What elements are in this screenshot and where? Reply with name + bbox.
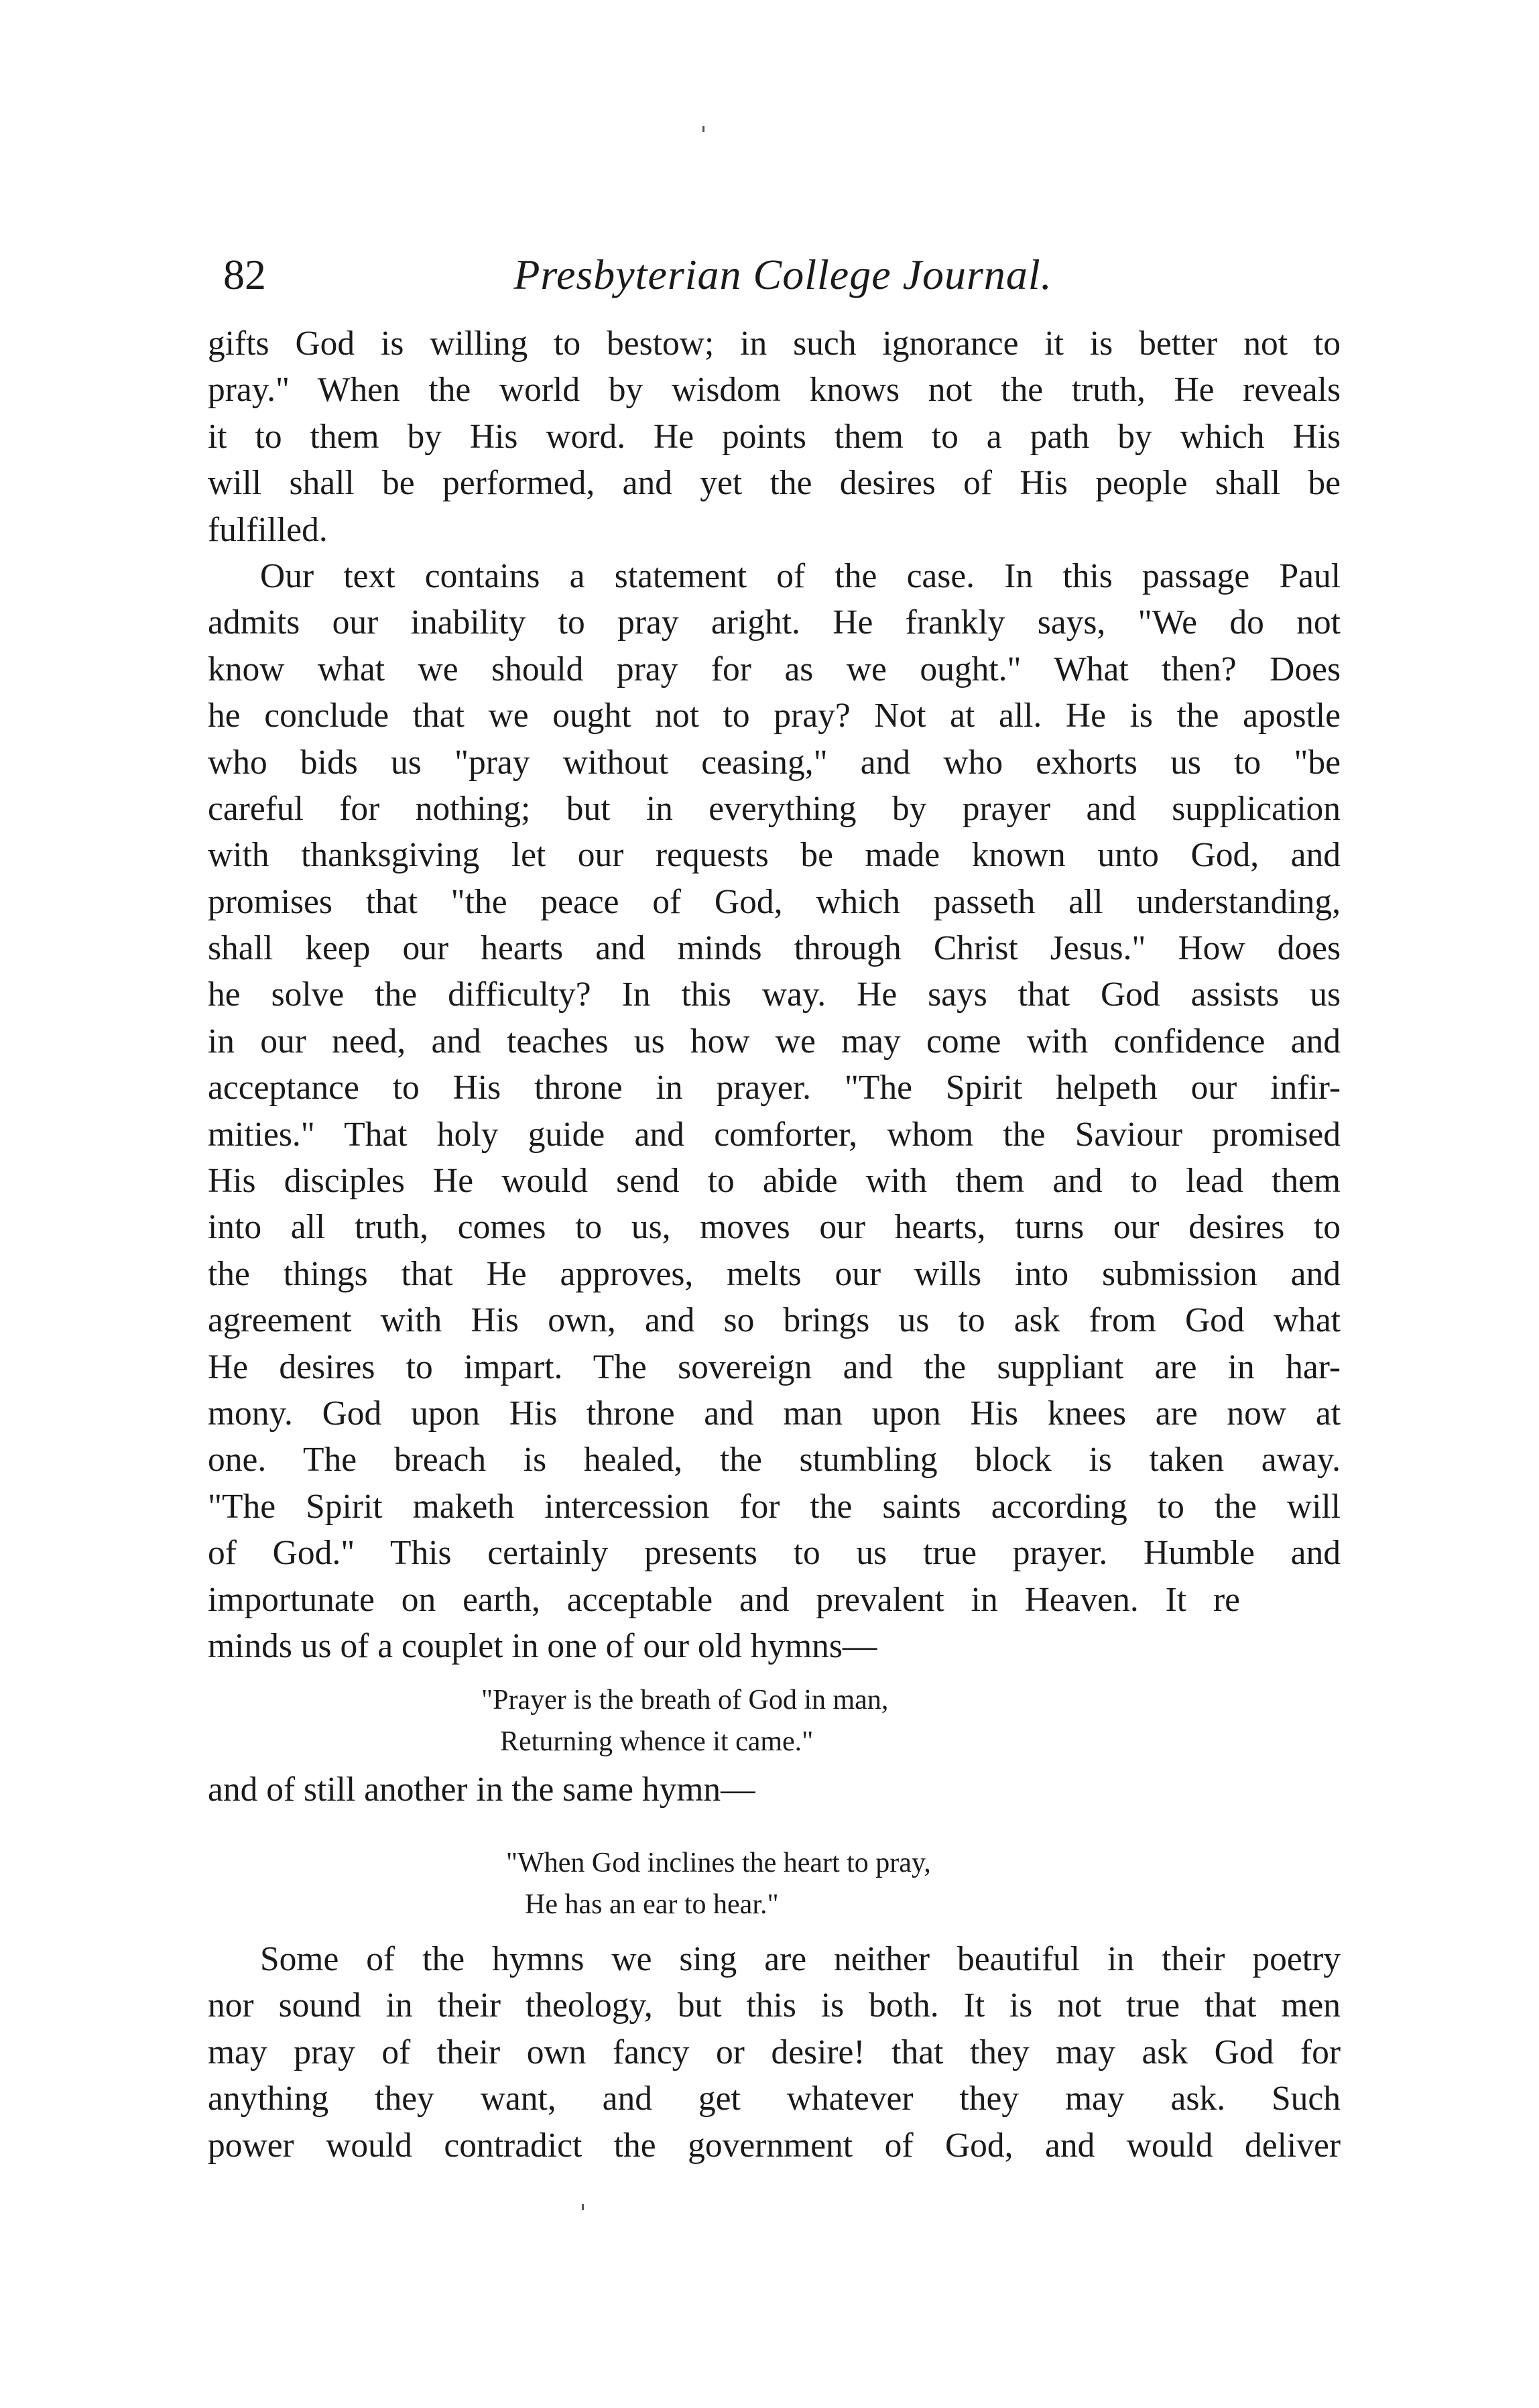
text-line: into all truth, comes to us, moves our hearts, turns our desires to <box>208 1208 1341 1247</box>
hymn-quote-1 <box>481 1679 888 1762</box>
text-line: of God." This certainly presents to us true prayer. Humble and <box>208 1534 1341 1573</box>
bridge-text <box>208 1766 1341 1813</box>
text-line: promises that "the peace of God, which passeth all understanding, <box>208 882 1341 921</box>
text-line: power would contradict the government of God, and would deliver <box>208 2126 1341 2165</box>
text-line: in our need, and teaches us how we may come with confidence and <box>208 1022 1341 1061</box>
text-line: mities." That holy guide and comforter, whom the Saviour promised <box>208 1115 1341 1154</box>
page-number: 82 <box>223 251 266 298</box>
text-line: with thanksgiving let our requests be made known unto God, and <box>208 836 1341 875</box>
text-line: nor sound in their theology, but this is both. It is not true that men <box>208 1986 1341 2025</box>
text-line: careful for nothing; but in everything by prayer and supplication <box>208 789 1341 828</box>
text-line: will shall be performed, and yet the desires of His people shall be <box>208 464 1341 503</box>
text-line: the things that He approves, melts our wills into submission and <box>208 1254 1341 1293</box>
text-line: it to them by His word. He points them to a path by which His <box>208 417 1341 456</box>
verse-line: He has an ear to hear." <box>525 1889 779 1920</box>
text-line: His disciples He would send to abide with them and to lead them <box>208 1162 1341 1201</box>
print-speck <box>702 126 704 132</box>
text-line: fulfilled. <box>208 510 328 549</box>
text-line: He desires to impart. The sovereign and the suppliant are in har- <box>208 1347 1341 1386</box>
verse-line: "When God inclines the heart to pray, <box>506 1848 931 1878</box>
text-line: shall keep our hearts and minds through Christ Jesus." How does <box>208 929 1341 968</box>
verse-line: Returning whence it came." <box>500 1726 814 1757</box>
print-speck <box>582 2204 584 2210</box>
text-line: he solve the difficulty? In this way. He says that God assists us <box>208 975 1341 1014</box>
verse-line: "Prayer is the breath of God in man, <box>481 1685 889 1715</box>
text-line: agreement with His own, and so brings us to ask from God what <box>208 1301 1341 1340</box>
text-line: pray." When the world by wisdom knows not the truth, He reveals <box>208 371 1341 410</box>
text-line: admits our inability to pray aright. He frankly says, "We do not <box>208 603 1341 642</box>
text-line: anything they want, and get whatever they may ask. Such <box>208 2080 1341 2118</box>
text-line: "The Spirit maketh intercession for the saints according to the will <box>208 1487 1341 1526</box>
text-line: Our text contains a statement of the case. In this passage Paul <box>260 556 1341 595</box>
text-line: Some of the hymns we sing are neither beautiful in their poetry <box>260 1940 1341 1978</box>
text-line: one. The breach is healed, the stumbling block is taken away. <box>208 1441 1341 1480</box>
text-line: minds us of a couplet in one of our old hymns— <box>208 1626 877 1665</box>
text-line: gifts God is willing to bestow; in such ignorance it is better not to <box>208 324 1341 363</box>
main-text-block <box>208 320 1341 1669</box>
page-header <box>223 245 1343 305</box>
hymn-quote-2 <box>506 1842 931 1925</box>
text-line: mony. God upon His throne and man upon His knees are now at <box>208 1394 1341 1433</box>
text-line: know what we should pray for as we ought." What then? Does <box>208 650 1341 688</box>
text-line: and of still another in the same hymn— <box>208 1770 755 1809</box>
paragraph-3 <box>208 1936 1341 2169</box>
text-line: acceptance to His throne in prayer. "The Spirit helpeth our infir- <box>208 1069 1341 1107</box>
text-line: importunate on earth, acceptable and prevalent in Heaven. It re <box>208 1580 1240 1619</box>
text-line: he conclude that we ought not to pray? Not at all. He is the apostle <box>208 697 1341 735</box>
paragraph-2 <box>208 553 1341 1669</box>
text-line: who bids us "pray without ceasing," and who exhorts us to "be <box>208 743 1341 782</box>
text-line: may pray of their own fancy or desire! that they may ask God for <box>208 2033 1341 2071</box>
running-title: Presbyterian College Journal. <box>513 251 1052 298</box>
paragraph-1 <box>208 320 1341 553</box>
